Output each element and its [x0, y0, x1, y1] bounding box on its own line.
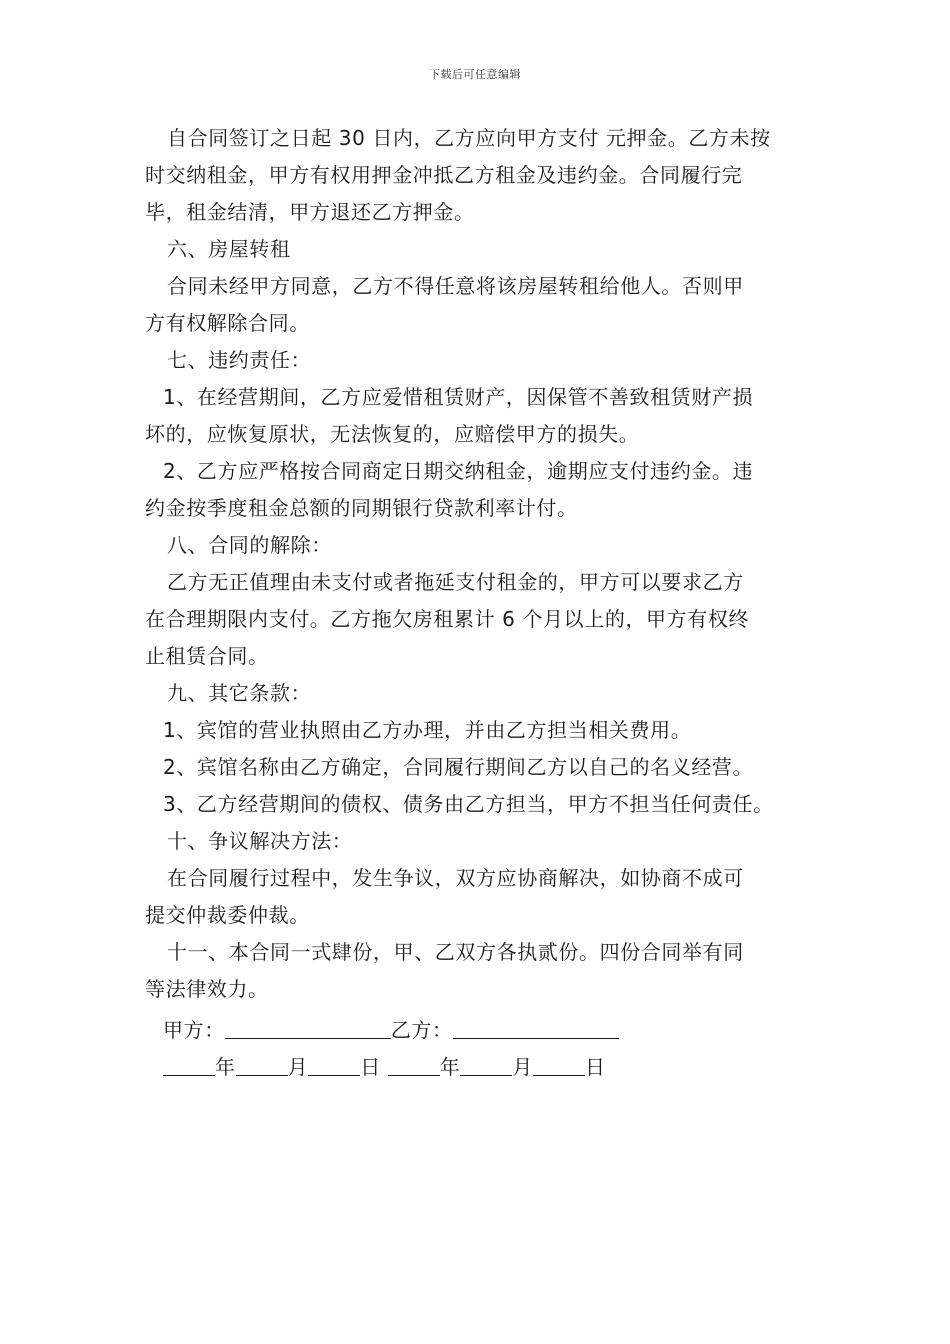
paragraph-line: 2、乙方应严格按合同商定日期交纳租金，逾期应支付违约金。违 — [163, 459, 754, 483]
paragraph-line: 在合理期限内支付。乙方拖欠房租累计 6 个月以上的，甲方有权终 — [145, 607, 750, 631]
party-b-label: 乙方： — [390, 1018, 453, 1042]
header-note: 下载后可任意编辑 — [429, 68, 521, 81]
paragraph-line: 提交仲裁委仲裁。 — [145, 903, 310, 927]
month-blank — [460, 1053, 512, 1076]
paragraph-line: 等法律效力。 — [145, 977, 269, 1001]
party-b-blank — [453, 1016, 619, 1039]
year-label: 年 — [215, 1055, 236, 1079]
paragraph-line: 乙方无正值理由未支付或者拖延支付租金的，甲方可以要求乙方 — [167, 570, 744, 594]
paragraph-line: 坏的，应恢复原状，无法恢复的，应赔偿甲方的损失。 — [145, 422, 640, 446]
paragraph-line: 毕，租金结清，甲方退还乙方押金。 — [145, 200, 475, 224]
year-blank — [163, 1053, 215, 1076]
day-label: 日 — [585, 1055, 606, 1079]
year-blank — [388, 1053, 440, 1076]
paragraph-line: 在合同履行过程中，发生争议，双方应协商解决，如协商不成可 — [167, 866, 744, 890]
section-heading: 七、违约责任： — [167, 348, 312, 372]
paragraph-line: 1、在经营期间，乙方应爱惜租赁财产，因保管不善致租赁财产损 — [163, 385, 754, 409]
paragraph-line: 自合同签订之日起 30 日内，乙方应向甲方支付 元押金。乙方未按 — [167, 126, 771, 150]
day-blank — [308, 1053, 360, 1076]
month-blank — [236, 1053, 288, 1076]
month-label: 月 — [512, 1055, 534, 1079]
paragraph-line: 约金按季度租金总额的同期银行贷款利率计付。 — [145, 496, 578, 520]
paragraph-line: 方有权解除合同。 — [145, 311, 310, 335]
paragraph-line: 十一、本合同一式肆份，甲、乙双方各执贰份。四份合同举有同 — [167, 940, 744, 964]
clause-line: 2、宾馆名称由乙方确定，合同履行期间乙方以自己的名义经营。 — [163, 755, 754, 779]
paragraph-line: 合同未经甲方同意，乙方不得任意将该房屋转租给他人。否则甲 — [167, 274, 744, 298]
clause-line: 3、乙方经营期间的债权、债务由乙方担当，甲方不担当任何责任。 — [163, 792, 774, 816]
paragraph-line: 止租赁合同。 — [145, 644, 269, 668]
day-blank — [533, 1053, 585, 1076]
party-a-blank — [225, 1016, 391, 1039]
contract-body — [145, 120, 810, 1086]
section-heading: 六、房屋转租 — [167, 237, 291, 261]
year-label: 年 — [439, 1055, 461, 1079]
month-label: 月 — [287, 1055, 309, 1079]
paragraph-line: 时交纳租金，甲方有权用押金冲抵乙方租金及违约金。合同履行完 — [145, 163, 743, 187]
date-row — [145, 1049, 810, 1086]
party-a-label: 甲方： — [163, 1018, 225, 1042]
section-heading: 十、争议解决方法： — [167, 829, 353, 853]
signature-row — [145, 1012, 810, 1049]
day-label: 日 — [360, 1055, 381, 1079]
section-heading: 九、其它条款： — [167, 681, 312, 705]
clause-line: 1、宾馆的营业执照由乙方办理，并由乙方担当相关费用。 — [163, 718, 692, 742]
section-heading: 八、合同的解除： — [167, 533, 332, 557]
